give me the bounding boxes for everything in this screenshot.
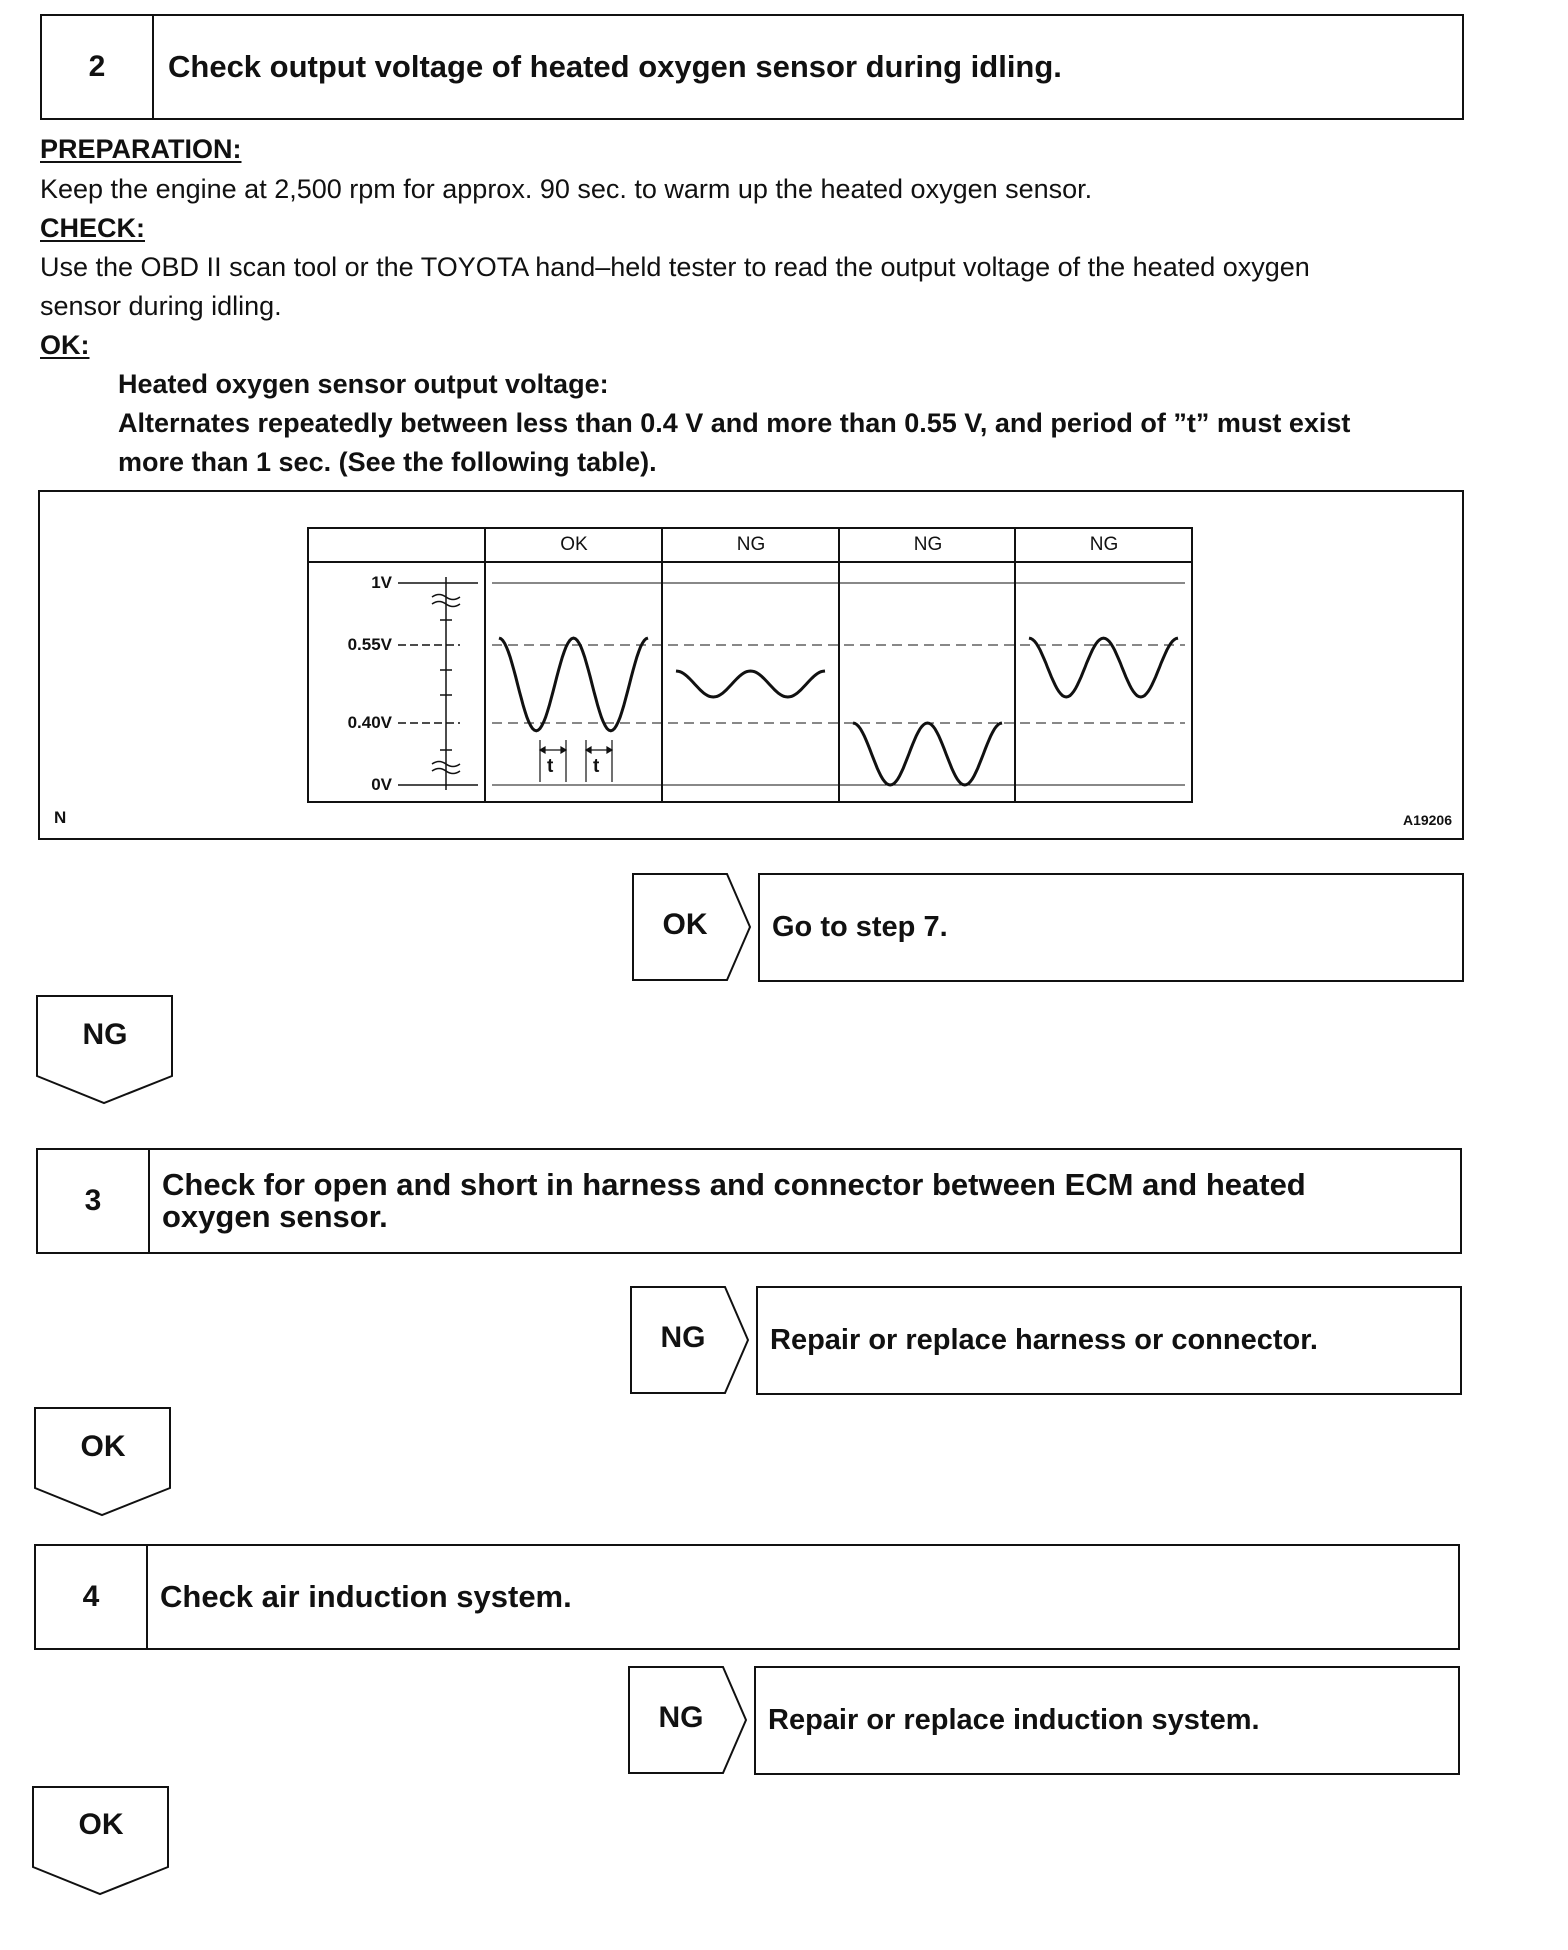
ng-label-step4: NG (658, 1701, 704, 1734)
ok-spec-line2: Alternates repeatedly between less than 0.4 V and more than 0.55 V, and period of ”t” must exist (118, 408, 1351, 438)
voltage-axis (398, 577, 478, 790)
step-title-line1: Check for open and short in harness and connector between ECM and heated (162, 1167, 1306, 1202)
step-title: Check output voltage of heated oxygen sensor during idling. (168, 49, 1062, 84)
step-number: 3 (38, 1150, 150, 1252)
figure-corner-left: N (54, 808, 67, 827)
voltage-label-040v: 0.40V (347, 713, 392, 732)
column-header-2: NG (736, 534, 766, 555)
ng-label-step3: NG (660, 1321, 706, 1354)
step-number: 4 (36, 1546, 148, 1648)
period-label-2: t (593, 756, 600, 777)
result-step4-ng: Repair or replace induction system. (754, 1666, 1460, 1775)
ok-spec-line3: more than 1 sec. (See the following table). (118, 447, 657, 477)
voltage-label-0v: 0V (371, 775, 392, 794)
step-title-line2: oxygen sensor. (162, 1199, 388, 1234)
step-title (162, 1150, 1326, 1252)
check-heading: CHECK: (40, 213, 145, 243)
ok-heading: OK: (40, 330, 90, 360)
ok-spec-line1: Heated oxygen sensor output voltage: (118, 369, 609, 399)
check-text-line2: sensor during idling. (40, 291, 282, 321)
result-step3-ng: Repair or replace harness or connector. (756, 1286, 1462, 1395)
waveform-1-ok (499, 638, 648, 731)
waveform-3-ng (853, 723, 1002, 785)
preparation-text: Keep the engine at 2,500 rpm for approx. 90 sec. to warm up the heated oxygen sensor. (40, 174, 1093, 204)
preparation-heading: PREPARATION: (40, 134, 242, 164)
column-header-1: OK (560, 534, 588, 555)
ok-label-step3: OK (80, 1430, 126, 1463)
result-step2-ok: Go to step 7. (758, 873, 1464, 982)
column-header-4: NG (1089, 534, 1119, 555)
check-text-line1: Use the OBD II scan tool or the TOYOTA hand–held tester to read the output voltage of the heated oxygen (40, 252, 1310, 282)
ok-arrow-step4 (32, 1786, 172, 1898)
step-4-header (34, 1544, 1460, 1650)
ok-label-step2: OK (662, 908, 708, 941)
ok-label-step4: OK (78, 1808, 124, 1841)
step-number: 2 (42, 16, 154, 118)
voltage-label-055v: 0.55V (347, 635, 392, 654)
waveform-2-ng (676, 671, 825, 697)
step-3-header (36, 1148, 1462, 1254)
waveform-4-ng (1029, 638, 1178, 697)
waveform-table (0, 0, 1568, 900)
voltage-label-1v: 1V (371, 573, 392, 592)
column-header-3: NG (913, 534, 943, 555)
period-label-1: t (547, 756, 554, 777)
figure-id: A19206 (1402, 812, 1452, 828)
step-title: Check air induction system. (160, 1579, 572, 1614)
ng-label-step2: NG (82, 1018, 128, 1051)
